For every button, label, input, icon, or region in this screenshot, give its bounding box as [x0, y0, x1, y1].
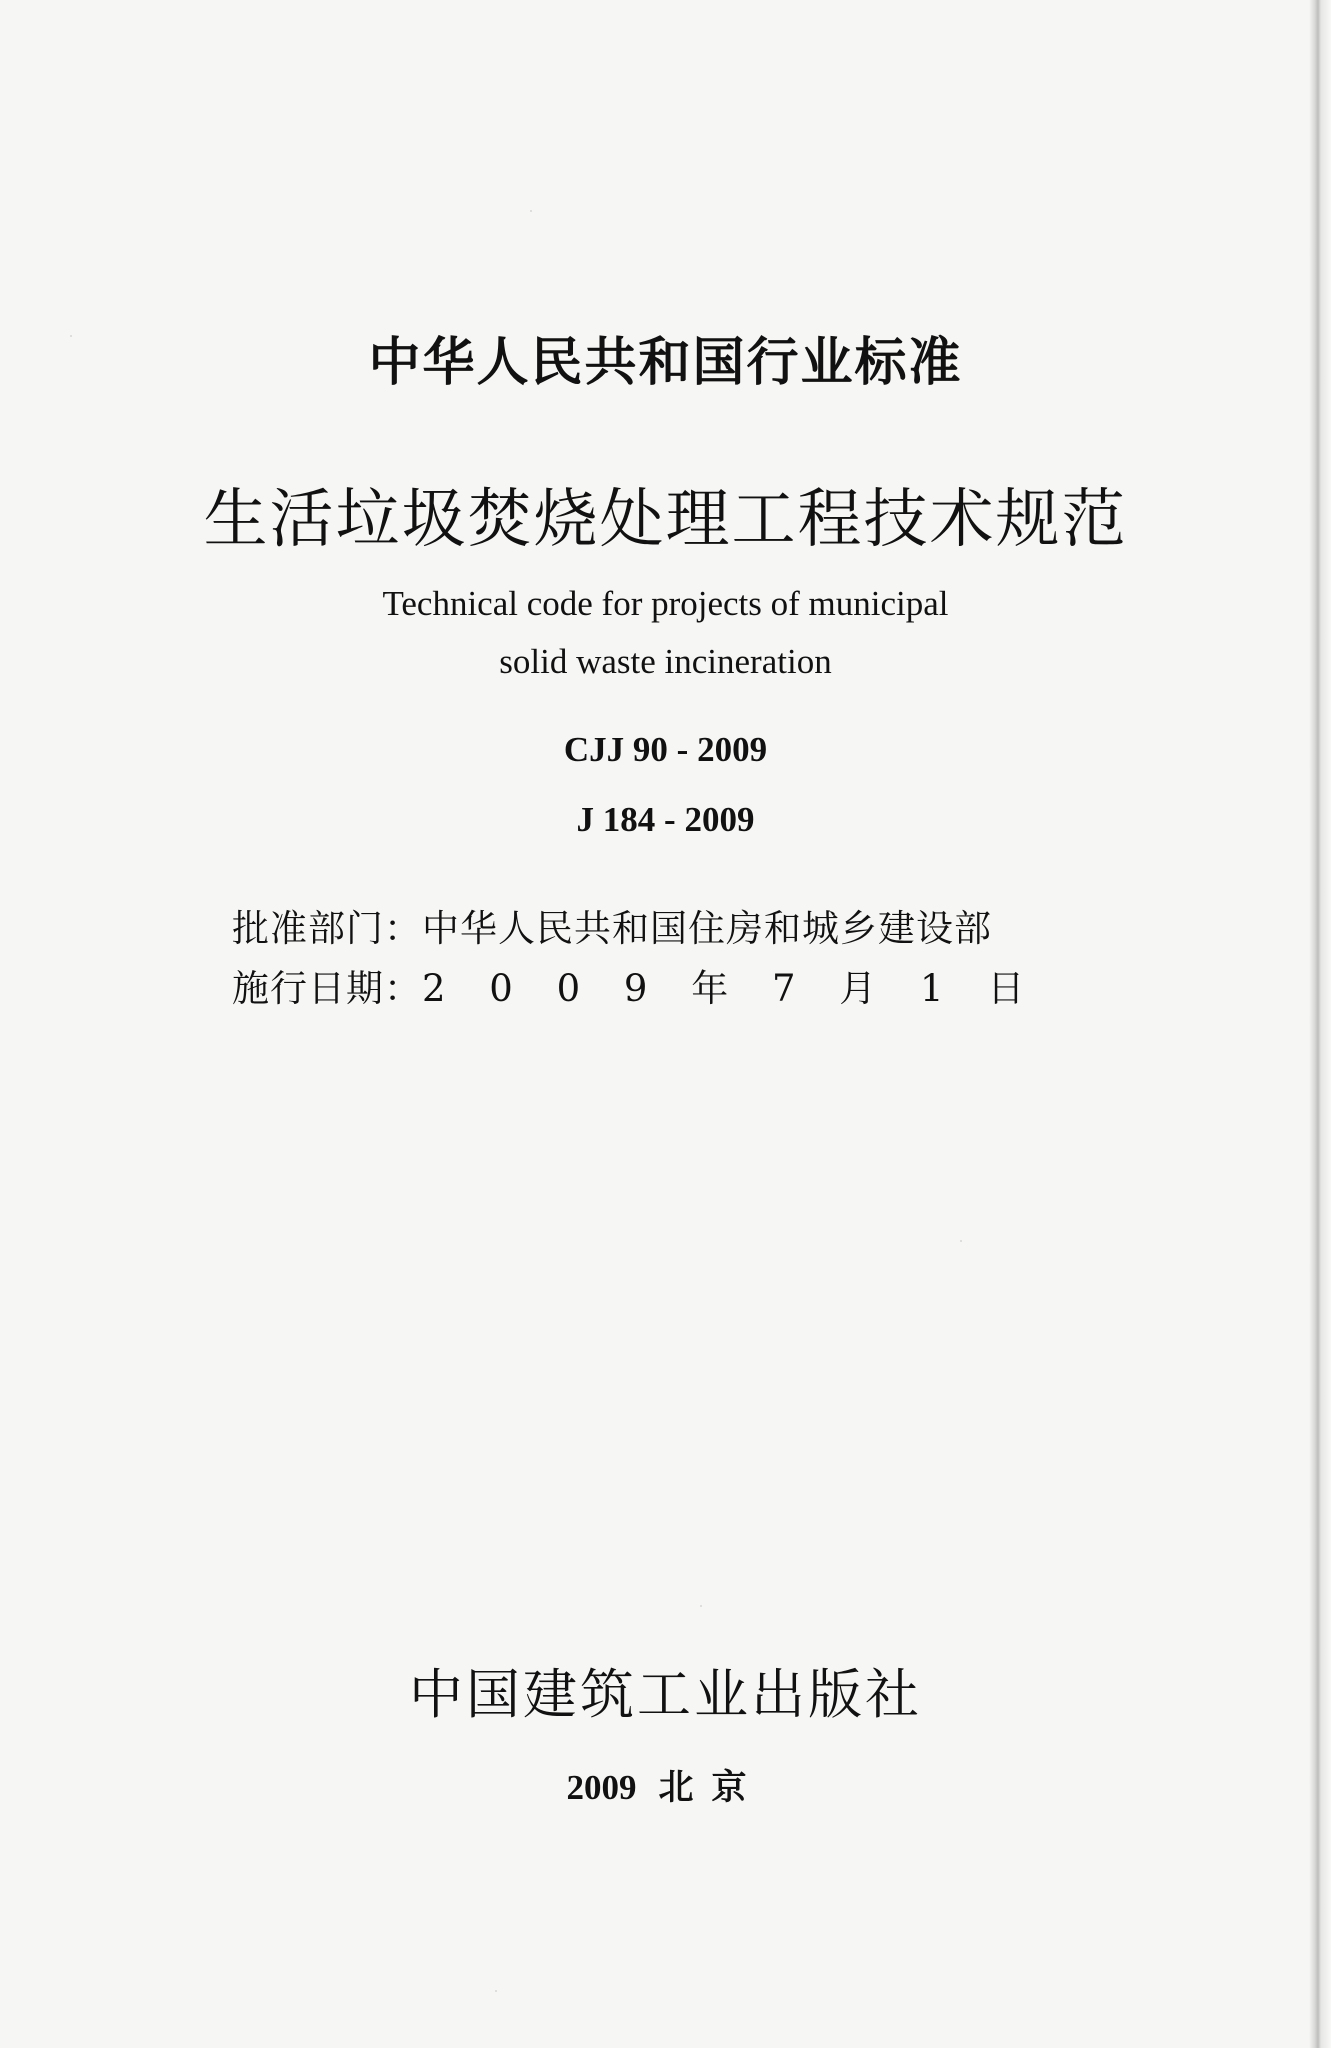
approval-value: 中华人民共和国住房和城乡建设部 — [422, 907, 992, 950]
document-title-en-line1: Technical code for projects of municipal — [382, 584, 949, 623]
standard-code-secondary: J 184 - 2009 — [576, 800, 755, 839]
scan-speck — [495, 1990, 497, 1992]
approval-line — [232, 898, 992, 952]
publication-year: 2009 — [566, 1768, 637, 1807]
effective-date-label: 施行日期： — [232, 967, 422, 1010]
effective-date-value: 2 0 0 9 年 7 月 1 日 — [422, 967, 1041, 1010]
standard-code-primary: CJJ 90 - 2009 — [563, 730, 768, 769]
page-edge-shadow — [1309, 0, 1331, 2048]
publication-city: 北京 — [658, 1768, 765, 1808]
scan-speck — [530, 210, 532, 212]
approval-label: 批准部门： — [232, 907, 422, 950]
publisher-name: 中国建筑工业出版社 — [409, 1663, 922, 1726]
document-title-en-line2: solid waste incineration — [499, 642, 832, 681]
scan-speck — [960, 1240, 962, 1242]
effective-date-line — [232, 958, 1040, 1012]
publication-line — [0, 1760, 1331, 1810]
standard-type-heading: 中华人民共和国行业标准 — [368, 333, 963, 393]
scan-speck — [700, 1605, 702, 1607]
document-title-cn: 生活垃圾焚烧处理工程技术规范 — [203, 483, 1128, 557]
